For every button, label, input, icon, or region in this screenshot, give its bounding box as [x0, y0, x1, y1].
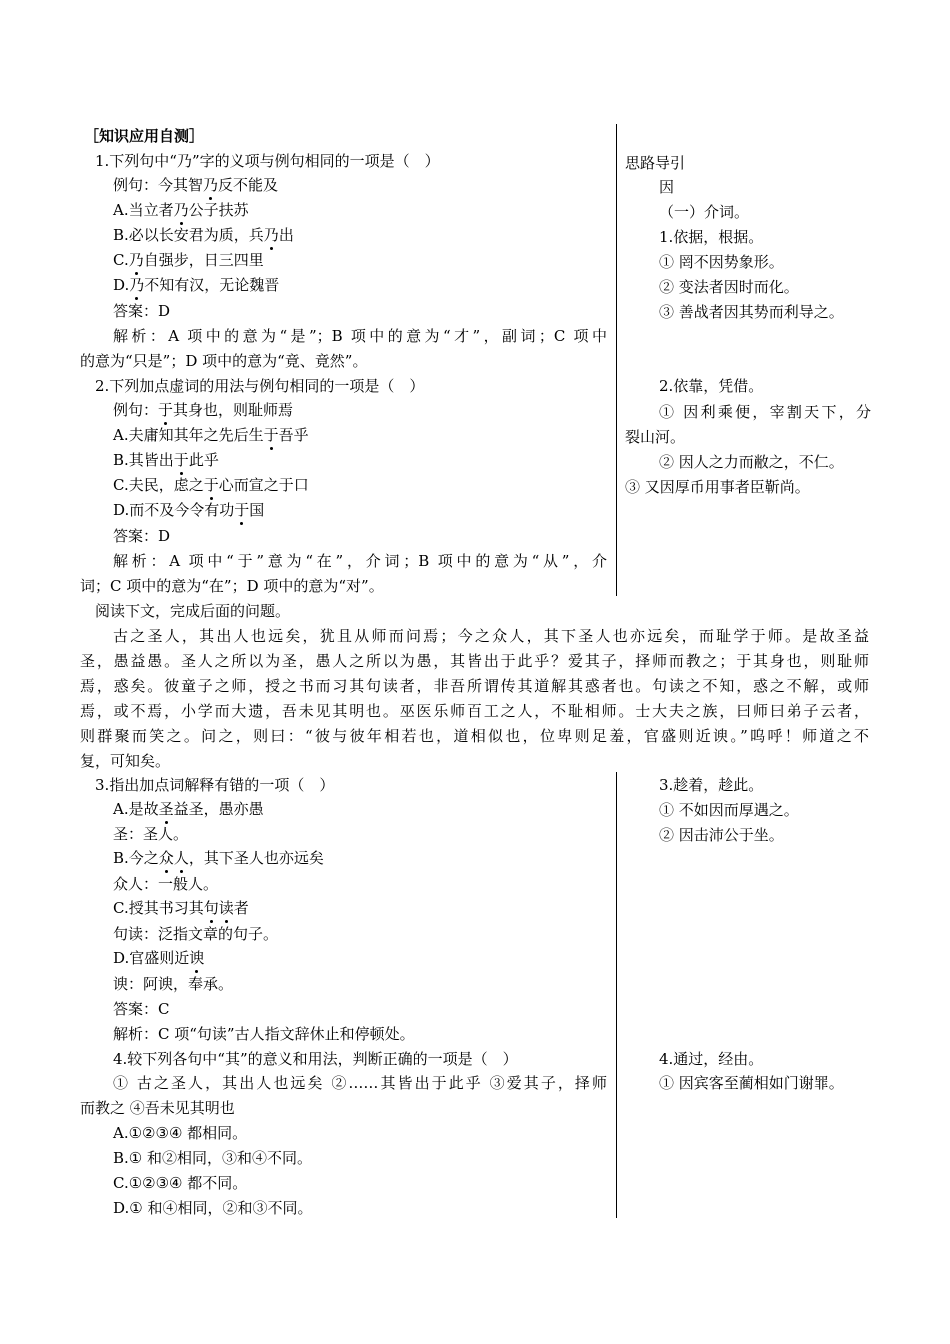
text: 出: [278, 226, 294, 244]
emphasis-dot-word: 人: [173, 849, 189, 867]
q2-example: [113, 400, 293, 420]
emphasis-dot-word: 谀: [189, 949, 205, 967]
emphasis-dot-word: 于: [263, 426, 279, 444]
text: 其身也，则耻师焉: [173, 401, 294, 419]
q2-stem: 2.下列加点虚词的用法与例句相同的一项是（ ）: [95, 377, 425, 395]
side-meaning-3: 3.趁着，趁此。: [659, 776, 764, 794]
side-keyword: 因: [659, 178, 675, 196]
text: D.: [113, 276, 130, 294]
side-example: ① 罔不因势象形。: [659, 253, 784, 271]
text: 不知有汉，无论魏晋: [144, 276, 280, 294]
q3-option-a: [113, 799, 264, 819]
text: A.当立者: [113, 201, 174, 219]
passage-line: 焉，或不焉，小学而大遗，吾未见其明也。巫医乐师百工之人，不耻相师。士大夫之族，曰师曰弟子云者，: [80, 702, 869, 720]
section-heading: ［知识应用自测］: [84, 127, 205, 145]
side-example-cont: 裂山河。: [625, 428, 686, 446]
q1-example-post: 反不能及: [218, 176, 279, 194]
q1-analysis-line2: 的意为“只是”；D 项中的意为“竟、竟然”。: [80, 352, 368, 370]
q1-example: [113, 175, 278, 195]
side-example: ③ 善战者因其势而利导之。: [659, 303, 844, 321]
emphasis-dot-word: 读: [218, 899, 234, 917]
q4-option-a: A.①②③④ 都相同。: [113, 1124, 248, 1142]
side-meaning-2: 2.依靠，凭借。: [659, 377, 764, 395]
side-example: ② 变法者因时而化。: [659, 278, 799, 296]
text: 此乎: [188, 451, 219, 469]
passage-line: 焉，惑矣。彼童子之师，授之书而习其句读者，非吾所谓传其道解其惑者也。句读之不知，惑之不解，或师: [80, 677, 869, 695]
q1-option-c: [113, 250, 264, 270]
text: B.其皆出: [113, 451, 174, 469]
emphasis-dot-word: 乃: [203, 176, 219, 194]
q3-stem: 3.指出加点词解释有错的一项（ ）: [95, 776, 335, 794]
emphasis-dot-word: 圣: [158, 800, 174, 818]
text: D.官盛则近: [113, 949, 190, 967]
column-divider: [616, 772, 617, 1218]
emphasis-dot-word: 于: [158, 401, 174, 419]
side-example: ① 因宾客至蔺相如门谢罪。: [659, 1074, 844, 1092]
text: 例句：: [113, 401, 159, 419]
emphasis-dot-word: 众: [158, 849, 174, 867]
q3-gloss-d: 谀：阿谀，奉承。: [113, 975, 234, 993]
q4-option-c: C.①②③④ 都不同。: [113, 1174, 248, 1192]
q3-gloss-b: 众人：一般人。: [113, 875, 219, 893]
q1-option-a: [113, 200, 249, 220]
emphasis-dot-word: 于: [203, 476, 219, 494]
side-title: 思路导引: [625, 154, 686, 172]
emphasis-dot-word: 于: [173, 451, 189, 469]
q1-example-pre: 例句：今其智: [113, 176, 204, 194]
q2-answer: 答案：D: [113, 527, 171, 545]
q3-analysis: 解析：C 项“句读”古人指文辞休止和停顿处。: [113, 1025, 415, 1043]
text: C.授其书习其: [113, 899, 204, 917]
q3-gloss-c: 句读：泛指文章的句子。: [113, 925, 279, 943]
q1-answer: 答案：D: [113, 302, 171, 320]
q1-option-d: [113, 275, 279, 295]
side-meaning-4: 4.通过，经由。: [659, 1050, 764, 1068]
text: A.夫庸知其年之先后生: [113, 426, 264, 444]
side-meaning-1: 1.依据，根据。: [659, 228, 764, 246]
emphasis-dot-word: 乃: [129, 276, 145, 294]
text: ，其下圣人也亦远矣: [188, 849, 324, 867]
emphasis-dot-word: 乃: [263, 226, 279, 244]
q1-option-b: [113, 225, 294, 245]
q4-option-d: D.① 和④相同，②和③不同。: [113, 1199, 313, 1217]
emphasis-dot-word: 于: [234, 501, 250, 519]
text: A.是故: [113, 800, 159, 818]
q4-items-line2: 而教之 ④吾未见其明也: [80, 1099, 235, 1117]
q3-option-c: [113, 898, 249, 918]
passage-intro: 阅读下文，完成后面的问题。: [95, 602, 291, 620]
emphasis-dot-word: 乃: [173, 201, 189, 219]
passage-line: 古之圣人，其出人也远矣，犹且从师而问焉；今之众人，其下圣人也亦远矣，而耻学于师。是故圣益: [113, 627, 869, 645]
side-example: ① 因利乘便，宰割天下，分: [659, 403, 871, 421]
q1-stem: 1.下列句中“乃”字的义项与例句相同的一项是（ ）: [95, 152, 440, 170]
text: 国: [249, 501, 265, 519]
text: 益圣，愚亦愚: [173, 800, 264, 818]
text: B.必以长安君为质，兵: [113, 226, 264, 244]
text: C.: [113, 251, 129, 269]
text: 公子扶苏: [188, 201, 249, 219]
side-subheading: （一）介词。: [659, 203, 750, 221]
side-example: ② 因人之力而敝之，不仁。: [659, 453, 844, 471]
q4-option-b: B.① 和②相同，③和④不同。: [113, 1149, 313, 1167]
q3-option-d: [113, 948, 204, 968]
text: 心而宣之于口: [218, 476, 309, 494]
q2-option-b: [113, 450, 219, 470]
q2-option-d: [113, 500, 264, 520]
q3-gloss-a: 圣：圣人。: [113, 825, 189, 843]
text: 自强步，日三四里: [143, 251, 264, 269]
side-example: ② 因击沛公于坐。: [659, 826, 784, 844]
text: D.而不及今令有功: [113, 501, 235, 519]
emphasis-dot-word: 乃: [128, 251, 144, 269]
q4-items-line1: ① 古之圣人，其出人也远矣 ②……其皆出于此乎 ③爱其子，择师: [113, 1074, 607, 1092]
q2-analysis-line1: 解析：A 项中“于”意为“在”，介词；B 项中的意为“从”，介: [113, 552, 607, 570]
column-divider: [616, 124, 617, 596]
q2-option-a: [113, 425, 309, 445]
emphasis-dot-word: 句: [203, 899, 219, 917]
q2-option-c: [113, 475, 309, 495]
text: 吾乎: [278, 426, 309, 444]
passage-line: 则群聚而笑之。问之，则曰：“彼与彼年相若也，道相似也，位卑则足羞，官盛则近谀。”呜呼！师道之不: [80, 727, 869, 745]
q1-analysis-line1: 解析：A 项中的意为“是”；B 项中的意为“才”，副词；C 项中: [113, 327, 607, 345]
side-example: ① 不如因而厚遇之。: [659, 801, 799, 819]
side-example: ③ 又因厚币用事者臣靳尚。: [625, 478, 810, 496]
passage-line: 复，可知矣。: [80, 752, 171, 770]
text: 者: [233, 899, 249, 917]
q2-analysis-line2: 词；C 项中的意为“在”；D 项中的意为“对”。: [80, 577, 384, 595]
text: B.今之: [113, 849, 159, 867]
q3-answer: 答案：C: [113, 1000, 170, 1018]
passage-line: 圣，愚益愚。圣人之所以为圣，愚人之所以为愚，其皆出于此乎？爱其子，择师而教之；于其身也，则耻师: [80, 652, 869, 670]
text: C.夫民，虑之: [113, 476, 204, 494]
q4-stem: 4.较下列各句中“其”的意义和用法，判断正确的一项是（ ）: [113, 1050, 518, 1068]
q3-option-b: [113, 848, 324, 868]
